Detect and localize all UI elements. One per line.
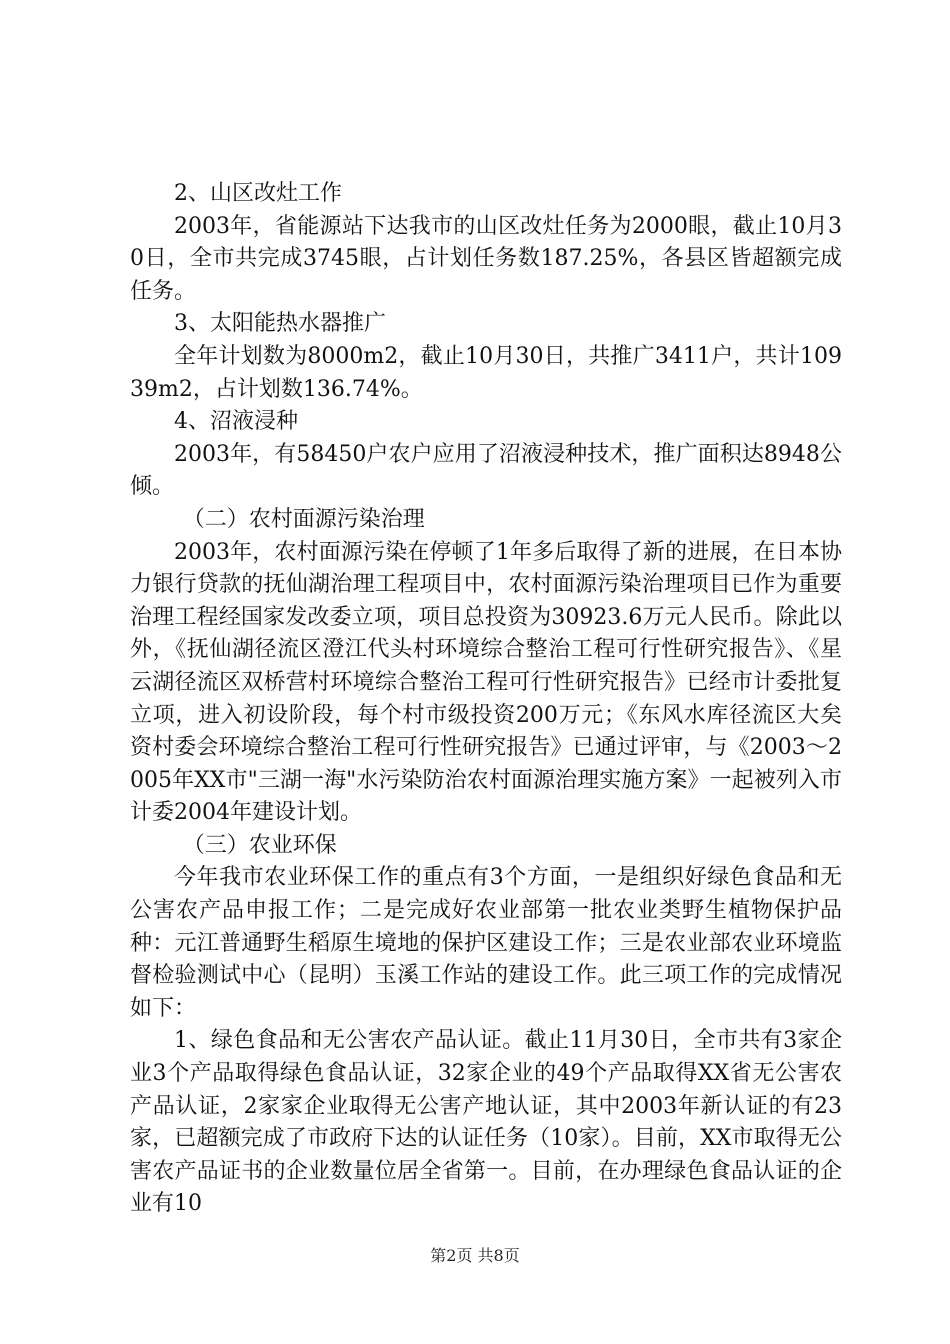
paragraph-solar-heater: 全年计划数为8000m2，截止10月30日，共推广3411户，共计10939m2，占计划数136.74%。 [130, 343, 842, 402]
document-body [130, 178, 842, 1221]
paragraph-biogas-soaking: 2003年，有58450户农户应用了沼液浸种技术，推广面积达8948公倾。 [130, 441, 842, 500]
paragraph-rural-pollution: 2003年，农村面源污染在停顿了1年多后取得了新的进展，在日本协力银行贷款的抚仙湖治理工程项目中，农村面源污染治理项目已作为重要治理工程经国家发改委立项，项目总投资为30923.6万元人民币。除此以外，《抚仙湖径流区澄江代头村环境综合整治工程可行性研究报告》、《星云湖径流区双桥营村环境综合整治工程可行性研究报告》已经市计委批复立项，进入初设阶段，每个村市级投资200万元；《东风水库径流区大矣资村委会环境综合整治工程可行性研究报告》已通过评审，与《2003～2005年XX市"三湖一海"水污染防治农村面源治理实施方案》一起被列入市计委2004年建设计划。 [130, 539, 842, 826]
section-heading-biogas-soaking: 4、沼液浸种 [174, 409, 298, 435]
page-number-footer: 第2页 共8页 [430, 1246, 520, 1265]
section-heading-solar-heater: 3、太阳能热水器推广 [174, 311, 386, 337]
paragraph-green-food-certification: 1、绿色食品和无公害农产品认证。截止11月30日，全市共有3家企业3个产品取得绿色食品认证，32家企业的49个产品取得XX省无公害农产品认证，2家家企业取得无公害产地认证，其中2003年新认证的有23家，已超额完成了市政府下达的认证任务（10家）。目前，XX市取得无公害农产品证书的企业数量位居全省第一。目前，在办理绿色食品认证的企业有10 [130, 1028, 843, 1217]
paragraph-agri-environment: 今年我市农业环保工作的重点有3个方面，一是组织好绿色食品和无公害农产品申报工作；二是完成好农业部第一批农业类野生植物保护品种：元江普通野生稻原生境地的保护区建设工作；三是农业部农业环境监督检验测试中心（昆明）玉溪工作站的建设工作。此三项工作的完成情况如下： [130, 865, 842, 1021]
section-heading-stove-reform: 2、山区改灶工作 [174, 181, 342, 206]
section-heading-agri-environment: （三）农业环保 [182, 832, 337, 858]
paragraph-stove-reform: 2003年，省能源站下达我市的山区改灶任务为2000眼，截止10月30日，全市共完成3745眼，占计划任务数187.25%，各县区皆超额完成任务。 [130, 213, 842, 304]
section-heading-rural-pollution: （二）农村面源污染治理 [182, 506, 425, 532]
